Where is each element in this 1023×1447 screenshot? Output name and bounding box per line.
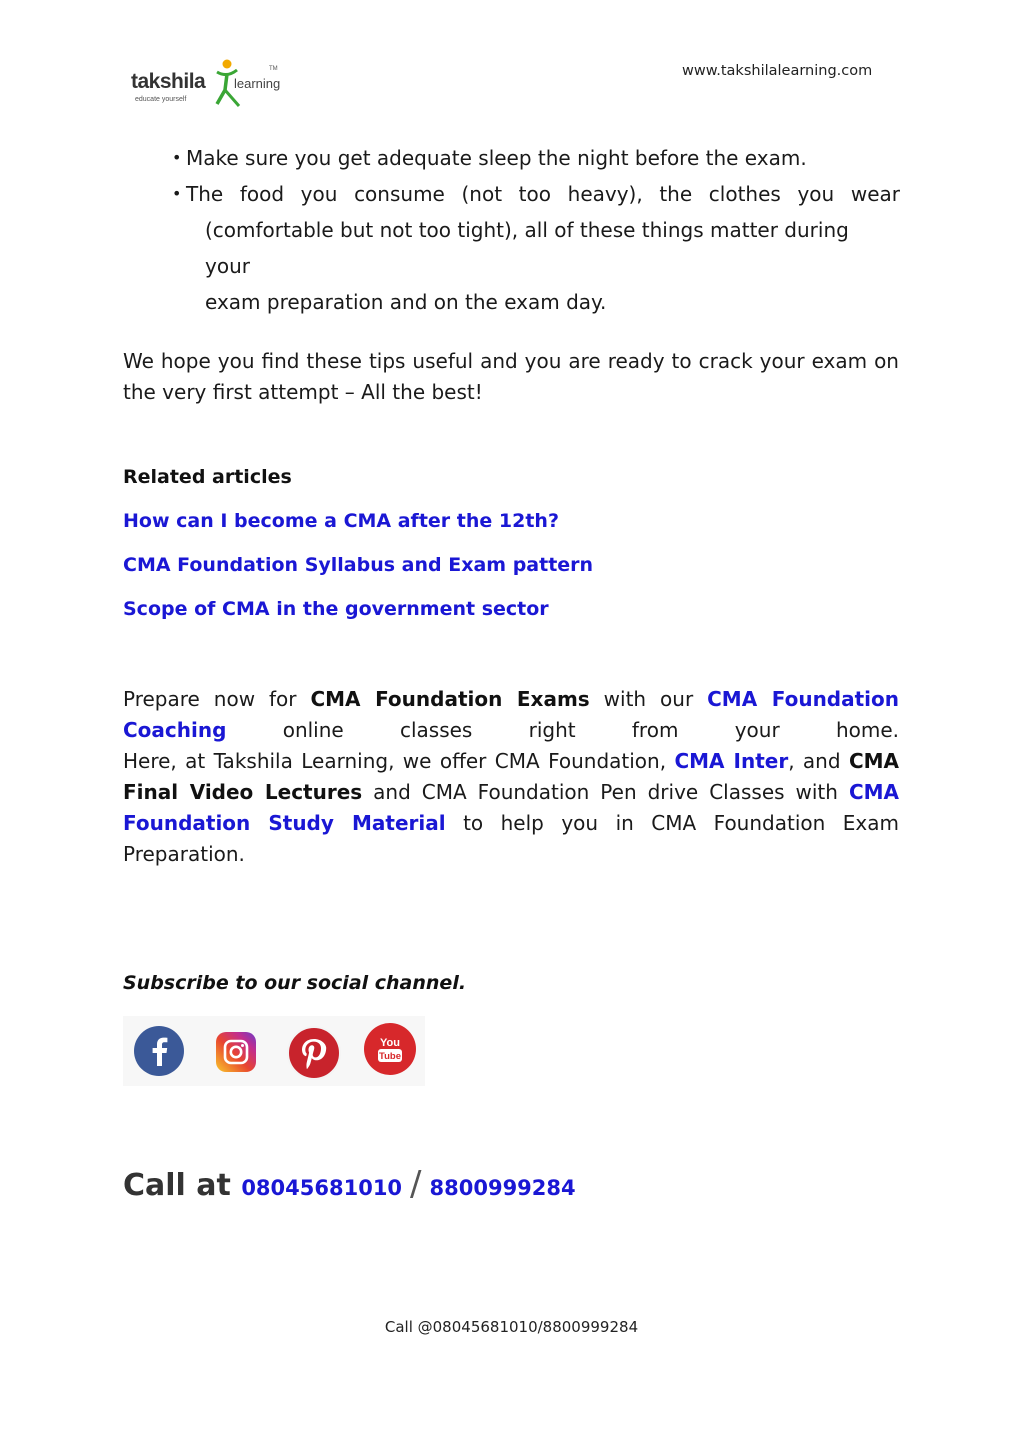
- promo-paragraph: [123, 684, 899, 870]
- related-link-become-cma[interactable]: How can I become a CMA after the 12th?: [123, 510, 559, 532]
- subscribe-heading: Subscribe to our social channel.: [123, 972, 467, 994]
- cma-foundation-link[interactable]: CMA Foundation: [707, 687, 900, 711]
- youtube-icon[interactable]: [364, 1023, 416, 1075]
- bullet-text-line: (comfortable but not too tight), all of these things matter during your: [205, 218, 849, 278]
- logo-tagline: educate yourself: [135, 96, 187, 103]
- paragraph-line: [123, 808, 899, 839]
- call-at-line: [123, 1164, 576, 1204]
- paragraph-line: [123, 684, 899, 715]
- instagram-icon[interactable]: [216, 1032, 256, 1072]
- promo-text: and CMA Foundation Pen drive Classes with: [373, 780, 838, 804]
- pinterest-icon[interactable]: [287, 1026, 341, 1080]
- youtube-you-text: You: [380, 1037, 400, 1049]
- bullet-text-line: • The food you consume (not too heavy), the clothes you wear: [186, 182, 900, 206]
- bullet-item: [172, 176, 900, 320]
- call-label: Call at: [123, 1168, 231, 1203]
- promo-text: Here, at Takshila Learning, we offer CMA Foundation,: [123, 749, 667, 773]
- paragraph-line: [123, 715, 899, 746]
- logo-tm: TM: [269, 66, 278, 72]
- promo-bold-text: CMA: [848, 749, 900, 773]
- bullet-item: [172, 140, 900, 176]
- study-material-link[interactable]: Foundation Study Material: [123, 811, 446, 835]
- related-link-scope[interactable]: Scope of CMA in the government sector: [123, 598, 549, 620]
- logo-word: takshila: [131, 70, 206, 93]
- cma-inter-link[interactable]: CMA Inter: [674, 749, 789, 773]
- youtube-tube-text: Tube: [379, 1051, 401, 1062]
- social-icons-bar: [123, 1016, 425, 1086]
- logo-learning: learning: [234, 76, 281, 91]
- paragraph-line: We hope you find these tips useful and you are ready to crack your exam on: [123, 349, 899, 373]
- related-link-syllabus[interactable]: CMA Foundation Syllabus and Exam pattern: [123, 554, 594, 576]
- phone-number-2[interactable]: 8800999284: [429, 1176, 576, 1200]
- promo-text: to help you in CMA Foundation Exam: [463, 811, 899, 835]
- paragraph-line: [123, 746, 899, 777]
- bullet-text-line: exam preparation and on the exam day.: [205, 290, 607, 314]
- site-url[interactable]: www.takshilalearning.com: [682, 63, 873, 79]
- promo-bold-text: CMA Foundation Exams: [310, 687, 590, 711]
- footer-call-text: Call @08045681010/8800999284: [384, 1318, 639, 1336]
- paragraph-line: the very first attempt – All the best!: [123, 380, 483, 404]
- promo-text: , and: [788, 749, 841, 773]
- paragraph-line: [123, 777, 899, 808]
- takshila-logo[interactable]: [131, 58, 281, 112]
- closing-paragraph: [123, 346, 899, 408]
- facebook-icon[interactable]: [134, 1026, 184, 1076]
- bullet-text: Make sure you get adequate sleep the night before the exam.: [186, 146, 807, 170]
- promo-text: online classes right from your home.: [282, 718, 900, 742]
- study-material-link[interactable]: CMA: [848, 780, 899, 804]
- promo-bold-text: Final Video Lectures: [123, 780, 363, 804]
- phone-number-1[interactable]: 08045681010: [241, 1176, 403, 1200]
- tips-bullet-list: [172, 140, 900, 320]
- coaching-link[interactable]: Coaching: [123, 718, 227, 742]
- paragraph-line: Preparation.: [123, 842, 245, 866]
- related-articles-heading: Related articles: [123, 466, 292, 488]
- promo-text: Prepare now for: [123, 687, 297, 711]
- phone-separator: /: [410, 1164, 422, 1204]
- promo-text: with our: [603, 687, 694, 711]
